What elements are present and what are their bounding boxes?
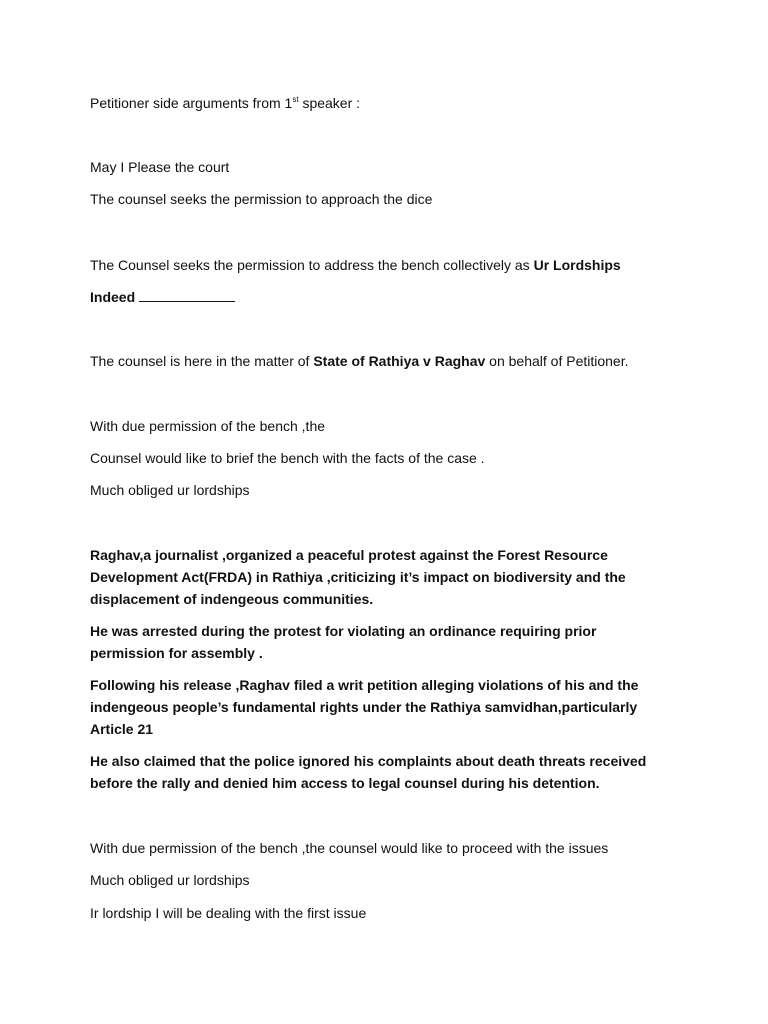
opening-line-2: The counsel seeks the permission to approach the dice	[90, 191, 433, 207]
heading-text-end: speaker :	[298, 95, 361, 111]
fact-paragraph-3: Following his release ,Raghav filed a writ petition alleging violations of his and the indengeous people’s fundamental rights under the Rathiya samvidhan,particularly Article 21	[90, 677, 639, 737]
heading-text: Petitioner side arguments from 1	[90, 95, 293, 111]
ur-lordships-text: Ur Lordships	[533, 257, 621, 273]
closing-line-1: With due permission of the bench ,the counsel would like to proceed with the issues	[90, 840, 609, 856]
fill-in-blank	[139, 289, 235, 302]
fact-paragraph-4: He also claimed that the police ignored his complaints about death threats received before the rally and denied him access to legal counsel during his detention.	[90, 753, 647, 791]
document-heading	[90, 92, 360, 114]
matter-text-b: on behalf of Petitioner.	[485, 353, 629, 369]
matter-line	[90, 350, 629, 372]
fact-paragraph-1: Raghav,a journalist ,organized a peaceful protest against the Forest Resource Development Act(FRDA) in Rathiya ,criticizing it’s impact on biodiversity and the displacement of indengeous communities.	[90, 547, 626, 607]
brief-line-1: With due permission of the bench ,the	[90, 418, 326, 434]
indeed-line	[90, 286, 235, 308]
closing-line-2: Much obliged ur lordships	[90, 872, 250, 888]
case-name-text: State of Rathiya v Raghav	[313, 353, 486, 369]
opening-line-3-text: The Counsel seeks the permission to address the bench collectively as	[90, 257, 534, 273]
indeed-text: Indeed	[90, 289, 136, 305]
opening-line-3	[90, 254, 621, 276]
brief-line-3: Much obliged ur lordships	[90, 482, 250, 498]
closing-line-3: Ir lordship I will be dealing with the first issue	[90, 905, 367, 921]
heading-superscript: st	[292, 95, 299, 104]
opening-line-1: May I Please the court	[90, 159, 230, 175]
brief-line-2: Counsel would like to brief the bench with the facts of the case .	[90, 450, 485, 466]
fact-paragraph-2: He was arrested during the protest for violating an ordinance requiring prior permission for assembly .	[90, 623, 597, 661]
matter-text-a: The counsel is here in the matter of	[90, 353, 314, 369]
